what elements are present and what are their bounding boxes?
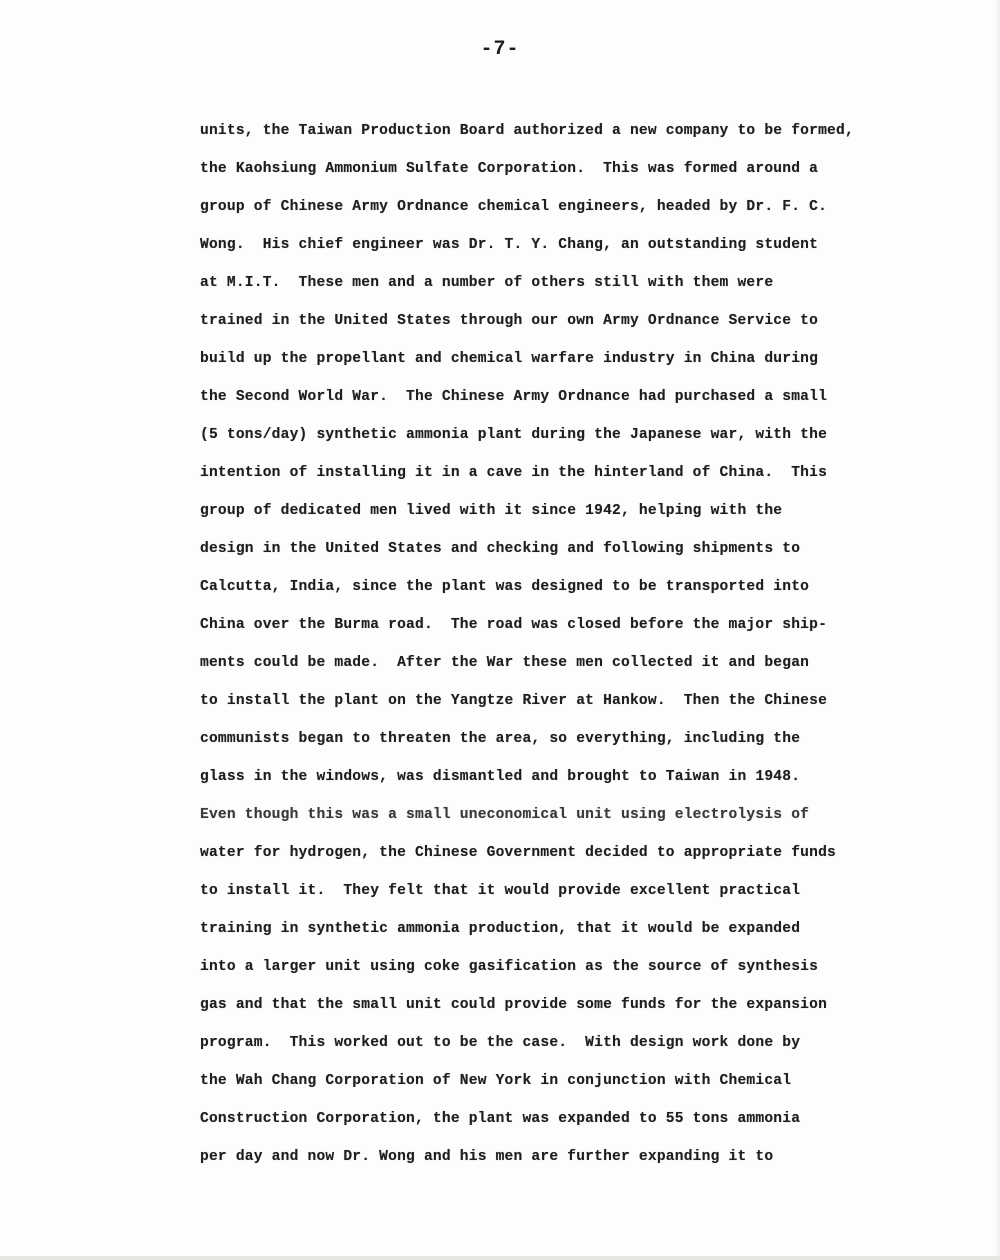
text-line: Wong. His chief engineer was Dr. T. Y. Chang, an outstanding student — [200, 237, 819, 253]
text-line: (5 tons/day) synthetic ammonia plant during the Japanese war, with the — [200, 427, 828, 443]
text-line: glass in the windows, was dismantled and brought to Taiwan in 1948. — [200, 769, 801, 785]
text-line: Construction Corporation, the plant was expanded to 55 tons ammonia — [200, 1111, 801, 1127]
text-line: units, the Taiwan Production Board authorized a new company to be formed, — [200, 123, 854, 139]
page-edge-shadow — [994, 0, 1000, 1260]
text-line: water for hydrogen, the Chinese Government decided to appropriate funds — [200, 845, 836, 861]
text-line: at M.I.T. These men and a number of others still with them were — [200, 275, 774, 291]
text-line: to install the plant on the Yangtze River at Hankow. Then the Chinese — [200, 693, 828, 709]
text-line: to install it. They felt that it would provide excellent practical — [200, 883, 801, 899]
body-text — [200, 112, 960, 1176]
text-line: into a larger unit using coke gasification as the source of synthesis — [200, 959, 819, 975]
text-line: intention of installing it in a cave in the hinterland of China. This — [200, 465, 828, 481]
text-line: the Second World War. The Chinese Army Ordnance had purchased a small — [200, 389, 828, 405]
text-line: design in the United States and checking and following shipments to — [200, 541, 801, 557]
text-line: communists began to threaten the area, so everything, including the — [200, 731, 801, 747]
page-number: -7- — [480, 38, 520, 61]
text-line: ments could be made. After the War these men collected it and began — [200, 655, 810, 671]
text-line: per day and now Dr. Wong and his men are further expanding it to — [200, 1149, 774, 1165]
text-line: the Wah Chang Corporation of New York in conjunction with Chemical — [200, 1073, 792, 1089]
text-line: group of Chinese Army Ordnance chemical engineers, headed by Dr. F. C. — [200, 199, 828, 215]
text-line: gas and that the small unit could provide some funds for the expansion — [200, 997, 828, 1013]
text-line: Even though this was a small uneconomical unit using electrolysis of — [200, 807, 810, 823]
text-line: trained in the United States through our own Army Ordnance Service to — [200, 313, 819, 329]
text-line: Calcutta, India, since the plant was designed to be transported into — [200, 579, 810, 595]
text-line: build up the propellant and chemical warfare industry in China during — [200, 351, 819, 367]
text-line: the Kaohsiung Ammonium Sulfate Corporation. This was formed around a — [200, 161, 819, 177]
page-bottom-edge — [0, 1256, 1000, 1260]
text-line: training in synthetic ammonia production, that it would be expanded — [200, 921, 801, 937]
text-line: group of dedicated men lived with it since 1942, helping with the — [200, 503, 783, 519]
text-line: program. This worked out to be the case. With design work done by — [200, 1035, 801, 1051]
text-line: China over the Burma road. The road was closed before the major ship- — [200, 617, 828, 633]
